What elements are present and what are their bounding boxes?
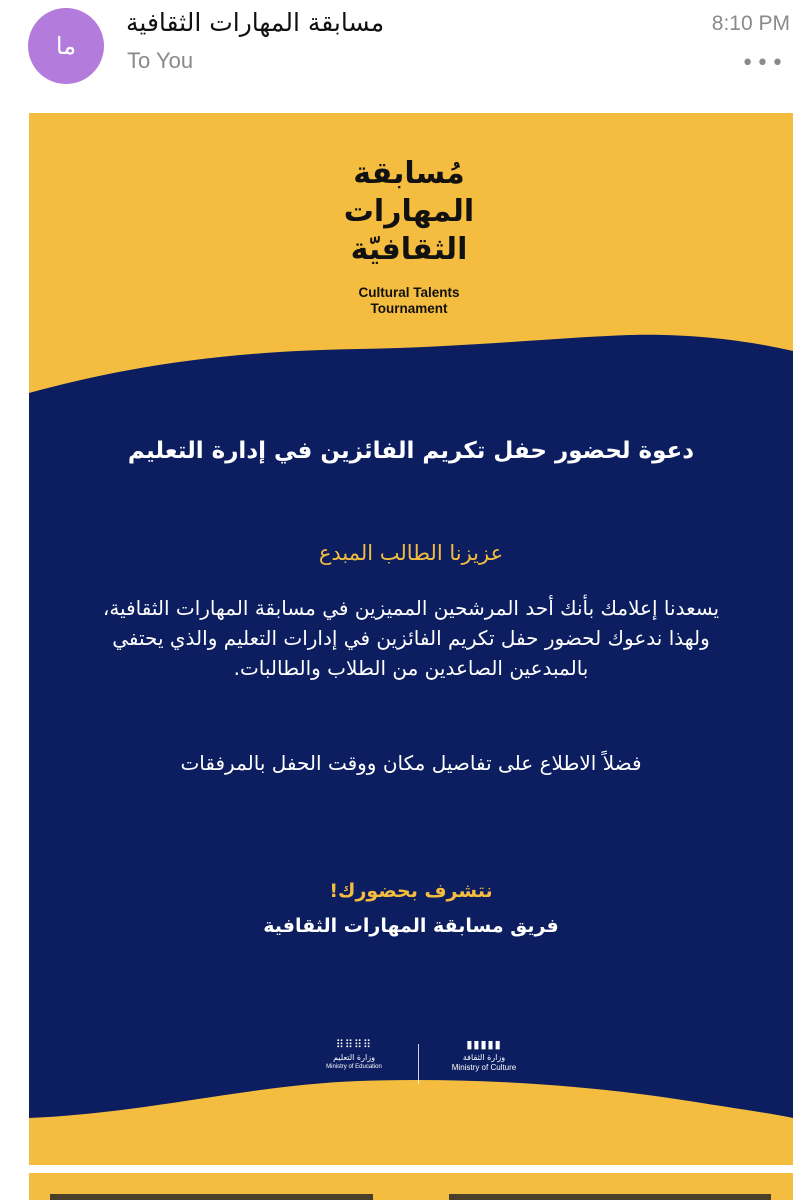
avatar[interactable]: ما [28,8,104,84]
ministry-of-culture-logo [429,1038,539,1072]
timestamp: 8:10 PM [711,12,790,35]
logo-divider [418,1044,419,1084]
logo-ar-line: المهارات [343,194,475,229]
invitation-title: دعوة لحضور حفل تكريم الفائزين في إدارة التعليم [127,438,695,464]
logo-ar-line: مُسابقة [353,156,465,191]
culture-name-ar: وزارة الثقافة [462,1053,506,1062]
email-header [0,0,806,100]
greeting: عزيزنا الطالب المبدع [318,541,504,565]
recipient-label[interactable]: To You [127,48,194,73]
logo-en-line: Tournament [370,301,448,316]
closing-line: نتشرف بحضورك! [329,880,493,902]
ministry-of-education-logo [299,1038,409,1072]
attachment-thumbnail[interactable] [449,1194,771,1200]
logo-ar-line: الثقافيّة [350,232,468,267]
ministry-logos [299,1038,529,1098]
education-emblem-icon: ⠿⠿⠿⠿ [335,1038,373,1051]
education-name-ar: وزارة التعليم [333,1053,375,1062]
more-options-icon[interactable]: ••• [741,51,786,76]
invitation-body: يسعدنا إعلامك بأنك أحد المرشحين المميزين في مسابقة المهارات الثقافية، ولهذا ندعوك لحضور حفل تكريم الفائزين في إدارات التعليم والذي يحتفي بالمبدعين الصاعدين من الطلاب والطالبات. [102,596,720,680]
culture-emblem-icon: ▮▮▮▮▮ [466,1038,502,1051]
logo-en-line: Cultural Talents [358,285,460,300]
tournament-logo-english [329,285,489,317]
culture-name-en: Ministry of Culture [451,1063,517,1072]
invitation-image[interactable] [29,113,793,1165]
signature: فريق مسابقة المهارات الثقافية [263,915,559,937]
tournament-logo-arabic [329,155,489,269]
attachment-thumbnail[interactable] [50,1194,373,1200]
attachment-note: فضلاً الاطلاع على تفاصيل مكان ووقت الحفل بالمرفقات [180,751,642,775]
sender-name[interactable]: مسابقة المهارات الثقافية [126,8,385,37]
education-name-en: Ministry of Education [326,1064,382,1070]
